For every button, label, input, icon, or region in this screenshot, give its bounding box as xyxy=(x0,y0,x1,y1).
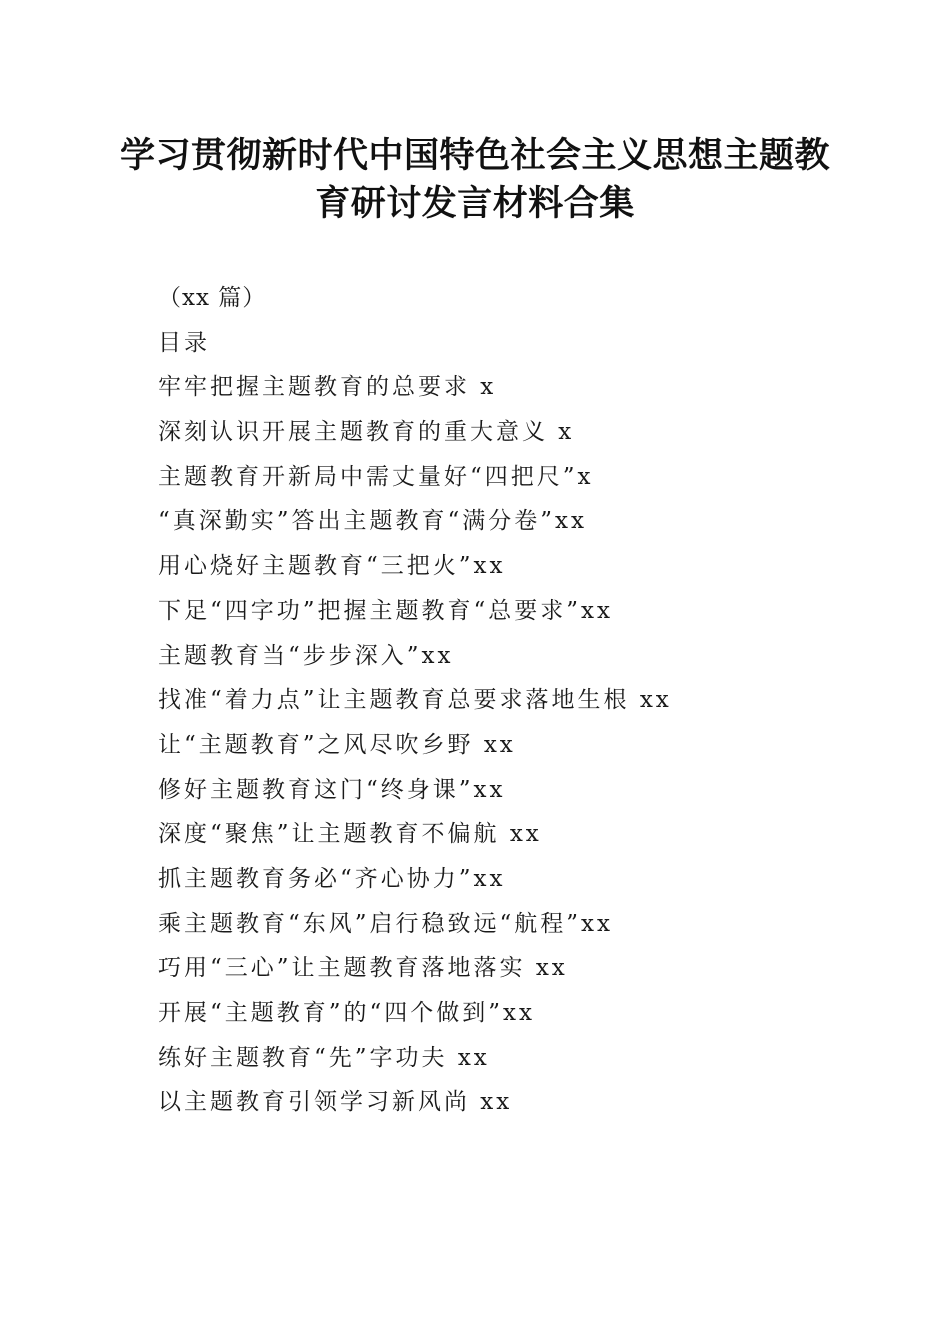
document-title xyxy=(100,132,850,228)
toc-item: 开展“主题教育”的“四个做到”xx xyxy=(158,1000,535,1026)
toc-item: 找准“着力点”让主题教育总要求落地生根 xx xyxy=(158,687,672,714)
toc-item: “真深勤实”答出主题教育“满分卷”xx xyxy=(158,508,587,535)
toc-item: 牢牢把握主题教育的总要求 x xyxy=(158,374,497,401)
title-line-2: 育研讨发言材料合集 xyxy=(315,183,635,224)
toc-item: 深度“聚焦”让主题教育不偏航 xx xyxy=(158,821,542,848)
toc-list xyxy=(158,369,858,1129)
toc-item: 主题教育开新局中需丈量好“四把尺”x xyxy=(158,463,594,490)
toc-item: 用心烧好主题教育“三把火”xx xyxy=(158,553,506,580)
toc-item: 深刻认识开展主题教育的重大意义 x xyxy=(158,419,575,446)
toc-item: 下足“四字功”把握主题教育“总要求”xx xyxy=(158,597,613,624)
toc-item: 乘主题教育“东风”启行稳致远“航程”xx xyxy=(158,910,613,937)
title-line-1: 学习贯彻新时代中国特色社会主义思想主题教 xyxy=(119,135,830,176)
toc-item: 抓主题教育务必“齐心协力”xx xyxy=(158,865,506,892)
toc-item: 让“主题教育”之风尽吹乡野 xx xyxy=(158,731,516,758)
toc-item: 以主题教育引领学习新风尚 xx xyxy=(158,1089,513,1116)
toc-item: 巧用“三心”让主题教育落地落实 xx xyxy=(158,955,568,982)
document-body xyxy=(158,280,858,1129)
toc-item: 练好主题教育“先”字功夫 xx xyxy=(158,1044,490,1071)
toc-heading: 目录 xyxy=(158,329,210,356)
toc-item: 修好主题教育这门“终身课”xx xyxy=(158,776,506,803)
toc-item: 主题教育当“步步深入”xx xyxy=(158,642,454,669)
count-note: （xx 篇） xyxy=(158,285,267,311)
